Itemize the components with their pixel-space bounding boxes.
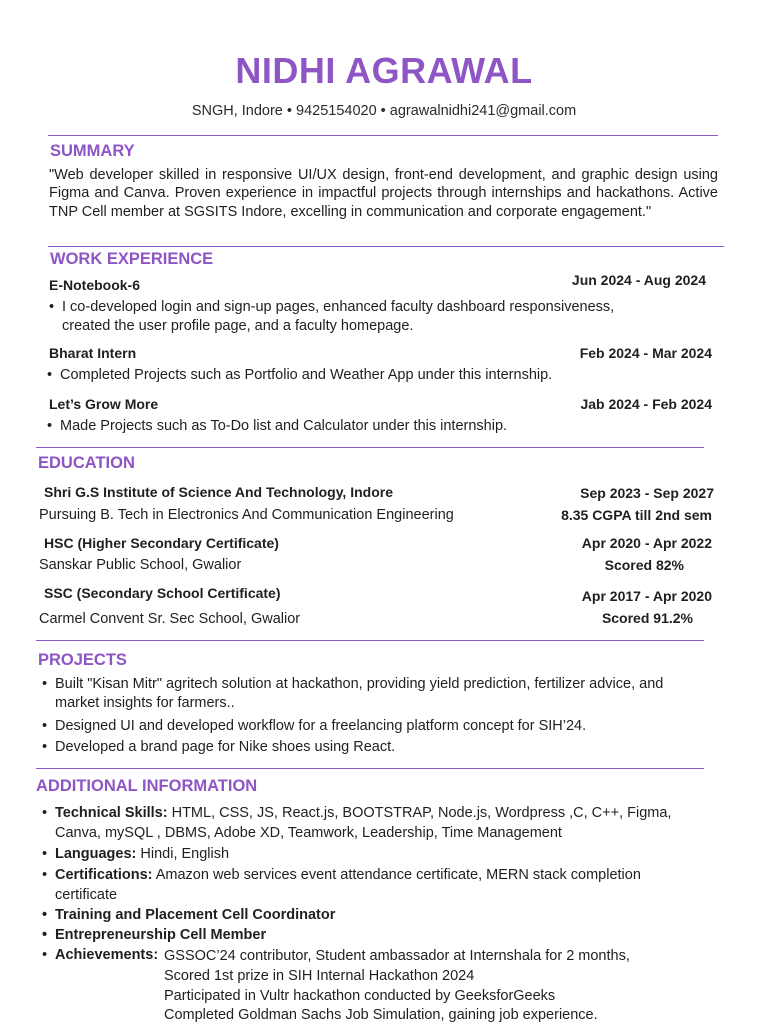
tnp-item: • Training and Placement Cell Coordinator (55, 906, 695, 925)
project-item: • Designed UI and developed workflow for a freelancing platform concept for SIH’24. (55, 717, 695, 736)
education-institution: HSC (Higher Secondary Certificate) (44, 535, 279, 551)
education-date: Apr 2020 - Apr 2022 (581, 535, 712, 551)
candidate-name: NIDHI AGRAWAL (235, 50, 533, 91)
job-org: Let’s Grow More (49, 396, 159, 412)
achievement-line: Completed Goldman Sachs Job Simulation, gaining job experience. (164, 1007, 598, 1023)
project-item: • Developed a brand page for Nike shoes using React. (55, 738, 695, 757)
job-date: Jun 2024 - Aug 2024 (571, 272, 706, 288)
certifications-label: Certifications: (55, 867, 153, 883)
achievement-line: Participated in Vultr hackathon conducted by GeeksforGeeks (164, 988, 556, 1004)
certifications-item (55, 865, 695, 905)
contact-line: SNGH, Indore • 9425154020 • agrawalnidhi241@gmail.com (191, 103, 577, 119)
job-date: Jab 2024 - Feb 2024 (580, 396, 712, 412)
divider (36, 768, 704, 769)
education-detail: Sanskar Public School, Gwalior (39, 557, 242, 573)
job-org: E-Notebook-6 (49, 277, 140, 293)
achievement-line: GSSOC’24 contributor, Student ambassador at Internshala for 2 months, (164, 948, 630, 964)
certifications-value: Amazon web services event attendance certificate, MERN stack completion certificate (55, 867, 641, 903)
summary-text: "Web developer skilled in responsive UI/UX design, front-end development, and graphic design using Figma and Canva. Proven experience in impactful projects through internships and hackathons. Active TNP Cell member at SGSITS Indore, excelling in communication and corporate engagement." (49, 167, 718, 220)
job-date: Feb 2024 - Mar 2024 (579, 345, 712, 361)
divider (48, 246, 724, 247)
divider (36, 640, 704, 641)
project-item: • Built "Kisan Mitr" agritech solution at hackathon, providing yield prediction, fertilizer advice, and market insights for farmers.. (55, 675, 680, 713)
job-org: Bharat Intern (49, 345, 137, 361)
divider (36, 447, 704, 448)
job-bullet: • I co-developed login and sign-up pages, enhanced faculty dashboard responsiveness, created the user profile page, and a faculty homepage. (62, 298, 662, 336)
education-score: Scored 82% (604, 557, 684, 573)
education-score: 8.35 CGPA till 2nd sem (561, 507, 712, 523)
achievements-label: Achievements: (55, 947, 159, 963)
languages-label: Languages: (55, 846, 137, 862)
languages-item (55, 845, 705, 864)
education-detail: Carmel Convent Sr. Sec School, Gwalior (39, 611, 301, 627)
education-institution: Shri G.S Institute of Science And Technology, Indore (44, 484, 393, 500)
section-heading-projects: PROJECTS (38, 651, 127, 669)
section-heading-experience: WORK EXPERIENCE (50, 250, 214, 268)
technical-skills-label: Technical Skills: (55, 805, 168, 821)
job-bullet: • Made Projects such as To-Do list and Calculator under this internship. (60, 417, 700, 436)
education-score: Scored 91.2% (601, 610, 693, 626)
ecell-item: • Entrepreneurship Cell Member (55, 926, 695, 945)
divider (48, 135, 718, 136)
job-bullet: • Completed Projects such as Portfolio and Weather App under this internship. (60, 366, 700, 385)
languages-value: Hindi, English (136, 846, 230, 862)
achievement-line: Scored 1st prize in SIH Internal Hackathon 2024 (164, 968, 475, 984)
technical-skills-item (55, 803, 705, 843)
education-detail: Pursuing B. Tech in Electronics And Communication Engineering (39, 507, 454, 523)
section-heading-education: EDUCATION (38, 454, 135, 472)
education-date: Sep 2023 - Sep 2027 (580, 485, 714, 501)
technical-skills-value: HTML, CSS, JS, React.js, BOOTSTRAP, Node.js, Wordpress ,C, C++, Figma, Canva, mySQL , DBMS, Adobe XD, Teamwork, Leadership, Time Management (55, 805, 672, 841)
section-heading-summary: SUMMARY (50, 142, 135, 160)
education-institution: SSC (Secondary School Certificate) (44, 585, 281, 601)
education-date: Apr 2017 - Apr 2020 (581, 588, 712, 604)
section-heading-additional: ADDITIONAL INFORMATION (36, 777, 258, 795)
